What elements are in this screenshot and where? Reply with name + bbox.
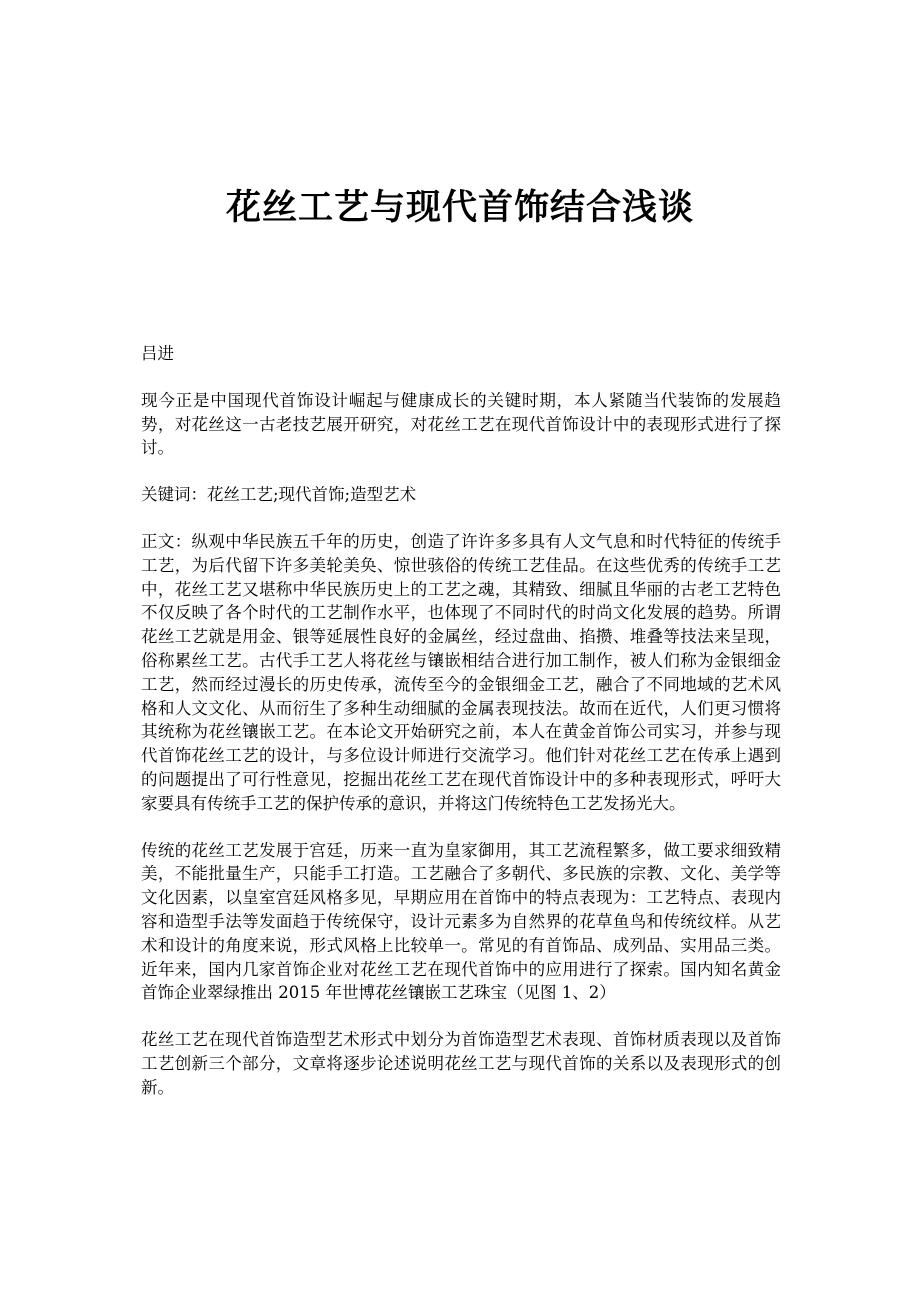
body-paragraph-2: 传统的花丝工艺发展于宫廷，历来一直为皇家御用，其工艺流程繁多，做工要求细致精美，不能批量生产，只能手工打造。工艺融合了多朝代、多民族的宗教、文化、美学等文化因素，以皇室宫廷风格多见，早期应用在首饰中的特点表现为：工艺特点、表现内容和造型手法等发面趋于传统保守，设计元素多为自然界的花草鱼鸟和传统纹样。从艺术和设计的角度来说，形式风格上比较单一。常见的有首饰品、成列品、实用品三类。近年来，国内几家首饰企业对花丝工艺在现代首饰中的应用进行了探索。国内知名黄金首饰企业翠绿推出 2015 年世博花丝镶嵌工艺珠宝（见图 1、2） <box>141 840 781 1003</box>
document-body <box>141 342 781 1100</box>
document-title: 花丝工艺与现代首饰结合浅谈 <box>225 188 694 228</box>
author-line: 吕进 <box>141 344 174 363</box>
abstract-paragraph: 现今正是中国现代首饰设计崛起与健康成长的关键时期，本人紧随当代装饰的发展趋势，对花丝这一古老技艺展开研究，对花丝工艺在现代首饰设计中的表现形式进行了探讨。 <box>141 390 781 458</box>
keywords-line: 关键词：花丝工艺;现代首饰;造型艺术 <box>141 485 417 505</box>
body-paragraph-3: 花丝工艺在现代首饰造型艺术形式中划分为首饰造型艺术表现、首饰材质表现以及首饰工艺创新三个部分，文章将逐步论述说明花丝工艺与现代首饰的关系以及表现形式的创新。 <box>141 1030 781 1097</box>
body-paragraph-1: 正文：纵观中华民族五千年的历史，创造了许许多多具有人文气息和时代特征的传统手工艺，为后代留下许多美轮美奂、惊世骇俗的传统工艺佳品。在这些优秀的传统手工艺中，花丝工艺又堪称中华民族历史上的工艺之魂，其精致、细腻且华丽的古老工艺特色不仅反映了各个时代的工艺制作水平，也体现了不同时代的时尚文化发展的趋势。所谓花丝工艺就是用金、银等延展性良好的金属丝，经过盘曲、掐攒、堆叠等技法来呈现，俗称累丝工艺。古代手工艺人将花丝与镶嵌相结合进行加工制作，被人们称为金银细金工艺，然而经过漫长的历史传承，流传至今的金银细金工艺，融合了不同地域的艺术风格和人文文化、从而衍生了多种生动细腻的金属表现技法。故而在近代，人们更习惯将其统称为花丝镶嵌工艺。在本论文开始研究之前，本人在黄金首饰公司实习，并参与现代首饰花丝工艺的设计，与多位设计师进行交流学习。他们针对花丝工艺在传承上遇到的问题提出了可行性意见，挖掘出花丝工艺在现代首饰设计中的多种表现形式，呼吁大家要具有传统手工艺的保护传承的意识，并将这门传统特色工艺发扬光大。 <box>141 531 781 813</box>
